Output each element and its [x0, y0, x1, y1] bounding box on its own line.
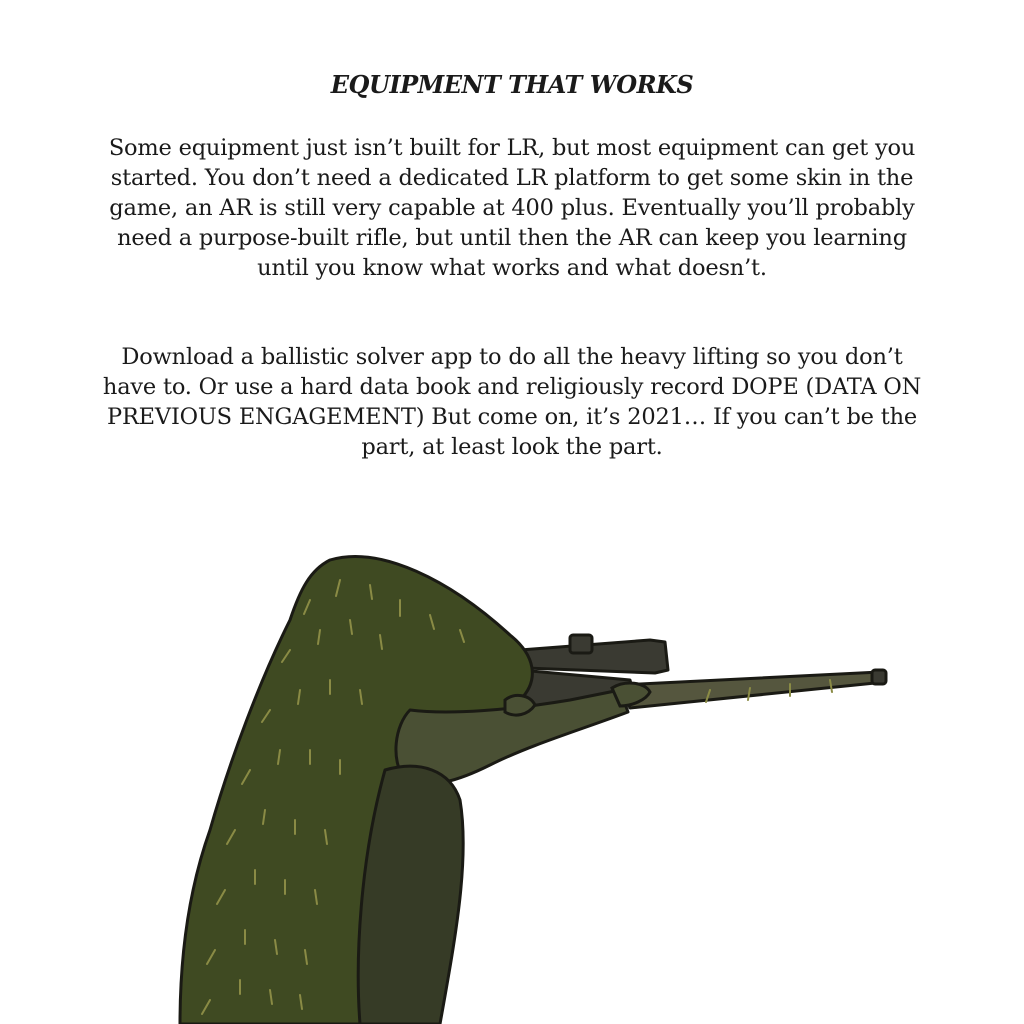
- page-title: EQUIPMENT THAT WORKS: [330, 70, 694, 99]
- scope-turret: [570, 635, 592, 653]
- sniper-illustration: [150, 540, 910, 1024]
- rifle-muzzle: [872, 670, 886, 684]
- paragraph-ballistic-solver: Download a ballistic solver app to do all the heavy lifting so you don’t have to. Or use a hard data book and religiously record DOPE (DATA ON PREVIOUS ENGAGEMENT) But come on, it’s 2021… If you can’t be the part, at least look the part.: [102, 344, 922, 460]
- paragraph-equipment: Some equipment just isn’t built for LR, but most equipment can get you started. You don’t need a dedicated LR platform to get some skin in the game, an AR is still very capable at 400 plus. Eventually you’ll probably need a purpose-built rifle, but until then the AR can keep you learning until you know what works and what doesn’t.: [108, 135, 916, 281]
- rifle-barrel: [620, 672, 885, 708]
- ghillie-body: [180, 557, 532, 1024]
- ghillie-suit-sniper-icon: [180, 557, 886, 1024]
- rifle-scope: [520, 640, 668, 673]
